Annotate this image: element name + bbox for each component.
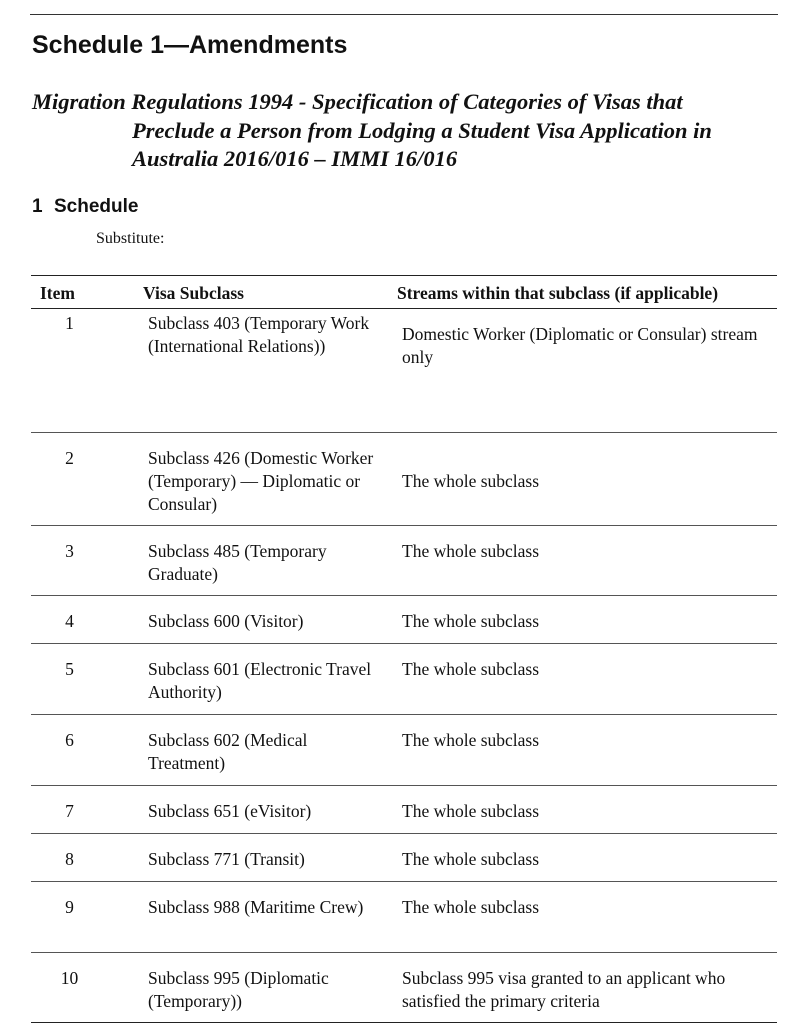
visa-subclass-cell: Subclass 771 (Transit) [129, 834, 385, 882]
streams-cell: The whole subclass [385, 433, 777, 526]
item-number-cell: 3 [31, 526, 129, 596]
table-row [31, 433, 777, 526]
instruction-text: Substitute: [96, 230, 165, 247]
table-header-row [31, 276, 777, 309]
streams-cell: The whole subclass [385, 715, 777, 786]
streams-cell: Domestic Worker (Diplomatic or Consular) stream only [385, 309, 777, 433]
visa-subclass-cell: Subclass 601 (Electronic Travel Authority) [129, 644, 385, 715]
table-row [31, 309, 777, 433]
item-number: 1 [32, 196, 43, 217]
streams-cell: The whole subclass [385, 882, 777, 953]
streams-cell: The whole subclass [385, 644, 777, 715]
instrument-title-rest: Preclude a Person from Lodging a Student Visa Application in Australia 2016/016 – IMMI 16/016 [132, 117, 712, 171]
table-row [31, 644, 777, 715]
visa-subclass-cell: Subclass 995 (Diplomatic (Temporary)) [129, 953, 385, 1023]
streams-cell: The whole subclass [385, 596, 777, 644]
item-number-cell: 7 [31, 786, 129, 834]
header-item: Item [31, 276, 129, 309]
item-number-cell: 5 [31, 644, 129, 715]
streams-cell: Subclass 995 visa granted to an applicant who satisfied the primary criteria [385, 953, 777, 1023]
item-heading [32, 194, 138, 220]
item-number-cell: 1 [31, 309, 129, 433]
table-row [31, 953, 777, 1023]
table-row [31, 715, 777, 786]
top-rule [30, 14, 778, 15]
item-number-cell: 6 [31, 715, 129, 786]
visa-subclass-cell: Subclass 403 (Temporary Work (International Relations)) [129, 309, 385, 433]
item-title: Schedule [54, 196, 139, 217]
item-number-cell: 10 [31, 953, 129, 1023]
table-row [31, 834, 777, 882]
item-number-cell: 8 [31, 834, 129, 882]
streams-cell: The whole subclass [385, 786, 777, 834]
visa-subclass-cell: Subclass 426 (Domestic Worker (Temporary) — Diplomatic or Consular) [129, 433, 385, 526]
item-number-cell: 2 [31, 433, 129, 526]
streams-cell: The whole subclass [385, 526, 777, 596]
instrument-title-line1: Migration Regulations 1994 - Specification of Categories of Visas that [32, 89, 683, 114]
visa-subclass-cell: Subclass 602 (Medical Treatment) [129, 715, 385, 786]
table-row [31, 596, 777, 644]
table-row [31, 786, 777, 834]
schedule-heading: Schedule 1—Amendments [32, 31, 348, 59]
header-visa-subclass: Visa Subclass [129, 276, 385, 309]
item-number-cell: 4 [31, 596, 129, 644]
visa-subclass-cell: Subclass 651 (eVisitor) [129, 786, 385, 834]
header-streams: Streams within that subclass (if applicable) [385, 276, 777, 309]
visa-subclass-cell: Subclass 485 (Temporary Graduate) [129, 526, 385, 596]
visa-schedule-table [31, 275, 777, 1023]
visa-subclass-cell: Subclass 988 (Maritime Crew) [129, 882, 385, 953]
visa-subclass-cell: Subclass 600 (Visitor) [129, 596, 385, 644]
table-row [31, 882, 777, 953]
table-row [31, 526, 777, 596]
instrument-title [32, 88, 772, 174]
streams-cell: The whole subclass [385, 834, 777, 882]
item-number-cell: 9 [31, 882, 129, 953]
